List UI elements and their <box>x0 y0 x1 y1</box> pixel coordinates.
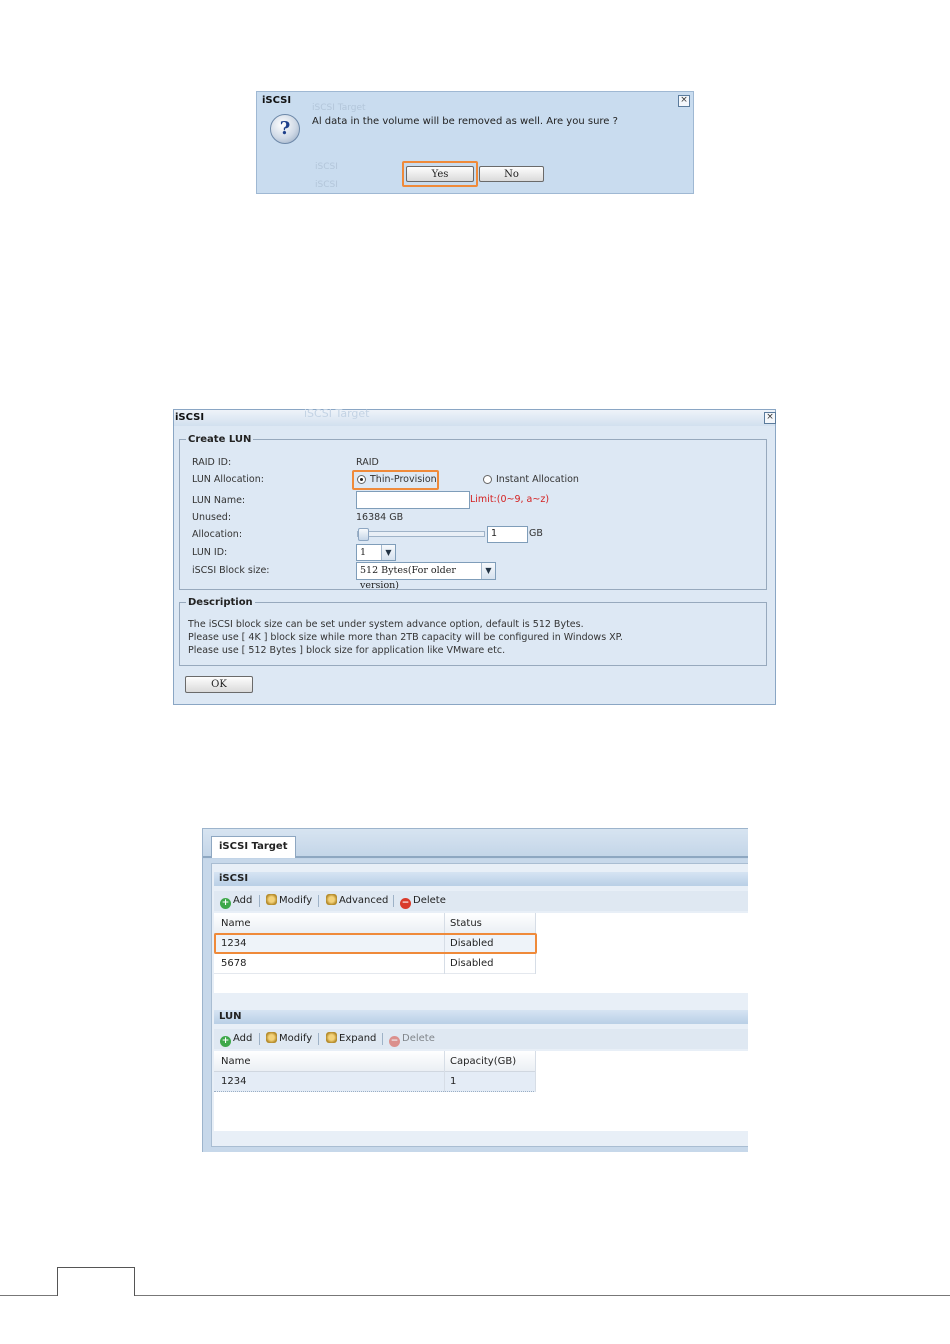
confirm-dialog <box>256 91 694 194</box>
delete-label: Delete <box>413 895 446 906</box>
lun-id-label: LUN ID: <box>192 547 228 558</box>
instant-allocation-label: Instant Allocation <box>496 474 579 485</box>
raid-id-value: RAID <box>356 457 379 468</box>
ok-button[interactable]: OK <box>185 676 253 693</box>
add-label: Add <box>233 1033 253 1044</box>
toolbar-separator <box>318 1033 319 1045</box>
lun-toolbar <box>214 1029 748 1049</box>
grid-header <box>214 1051 536 1072</box>
iscsi-target-panel <box>202 828 748 1152</box>
lun-name-hint: Limit:(0~9, a~z) <box>470 494 550 505</box>
unused-value: 16384 GB <box>356 512 404 523</box>
modify-label: Modify <box>279 895 313 906</box>
background-ghost-text: iSCSI <box>315 180 338 190</box>
modify-label: Modify <box>279 1033 313 1044</box>
section-title-lun: LUN <box>214 1010 748 1024</box>
add-icon: + <box>221 1036 230 1046</box>
section-title-iscsi: iSCSI <box>214 872 748 886</box>
gear-icon <box>326 1032 337 1043</box>
column-header-name[interactable]: Name <box>221 1056 251 1067</box>
allocation-label: Allocation: <box>192 529 243 540</box>
allocation-input[interactable]: 1 <box>487 526 528 543</box>
background-ghost-text: iSCSI Target <box>304 407 370 420</box>
toolbar-separator <box>393 895 394 907</box>
cell-capacity: 1 <box>450 1076 457 1087</box>
lun-grid <box>214 1051 748 1131</box>
gear-icon <box>266 1032 277 1043</box>
allocation-slider-thumb[interactable] <box>358 528 369 541</box>
description-line: Please use [ 4K ] block size while more than 2TB capacity will be configured in Windows XP. <box>188 632 623 643</box>
dialog-title-bar <box>174 410 775 426</box>
toolbar-separator <box>259 1033 260 1045</box>
modify-button[interactable] <box>266 894 312 908</box>
cell-status: Disabled <box>450 938 494 949</box>
raid-id-label: RAID ID: <box>192 457 232 468</box>
description-line: The iSCSI block size can be set under system advance option, default is 512 Bytes. <box>188 619 584 630</box>
tab-iscsi-target[interactable]: iSCSI Target <box>211 836 296 858</box>
lun-name-input[interactable] <box>356 491 470 509</box>
chevron-down-icon[interactable]: ▼ <box>481 563 495 579</box>
thin-provision-radio[interactable] <box>357 475 366 484</box>
background-ghost-text: iSCSI <box>315 162 338 172</box>
modify-button[interactable] <box>266 1032 312 1046</box>
column-header-capacity[interactable]: Capacity(GB) <box>450 1056 517 1067</box>
delete-icon: − <box>390 1036 399 1046</box>
no-button[interactable]: No <box>479 166 544 182</box>
add-button[interactable] <box>220 894 252 908</box>
table-row[interactable] <box>214 954 536 974</box>
column-header-status[interactable]: Status <box>450 918 482 929</box>
add-label: Add <box>233 895 253 906</box>
create-lun-dialog <box>173 409 776 705</box>
iscsi-grid <box>214 913 748 993</box>
cell-name: 1234 <box>221 1076 247 1087</box>
lun-allocation-label: LUN Allocation: <box>192 474 264 485</box>
dialog-title: iSCSI <box>175 412 205 423</box>
advanced-label: Advanced <box>339 895 389 906</box>
group-title: Description <box>188 597 253 608</box>
yes-button[interactable]: Yes <box>406 166 474 182</box>
block-size-label: iSCSI Block size: <box>192 565 270 576</box>
column-divider <box>535 1051 536 1092</box>
block-size-select[interactable] <box>356 562 496 591</box>
chevron-down-icon[interactable]: ▼ <box>381 545 395 560</box>
block-size-value: 512 Bytes(For older version) <box>360 565 456 591</box>
instant-allocation-radio[interactable] <box>483 475 492 484</box>
expand-button[interactable] <box>326 1032 376 1046</box>
cell-name: 1234 <box>221 938 247 949</box>
column-header-name[interactable]: Name <box>221 918 251 929</box>
footer-rule <box>0 1295 950 1296</box>
close-icon[interactable]: × <box>678 95 690 107</box>
background-ghost-text: iSCSI Target <box>312 103 366 113</box>
cell-name: 5678 <box>221 958 247 969</box>
delete-button[interactable] <box>389 1032 435 1046</box>
add-button[interactable] <box>220 1032 252 1046</box>
lun-name-label: LUN Name: <box>192 495 246 506</box>
advanced-button[interactable] <box>326 894 388 908</box>
gear-icon <box>326 894 337 905</box>
confirm-message: Al data in the volume will be removed as well. Are you sure ? <box>312 116 618 127</box>
question-icon: ? <box>270 114 300 144</box>
toolbar-separator <box>382 1033 383 1045</box>
group-title: Create LUN <box>188 434 252 445</box>
column-divider <box>444 1051 445 1092</box>
delete-button[interactable] <box>400 894 446 908</box>
allocation-unit: GB <box>529 528 543 539</box>
highlight-box <box>214 933 537 954</box>
allocation-slider-track[interactable] <box>357 531 485 537</box>
toolbar-separator <box>259 895 260 907</box>
expand-label: Expand <box>339 1033 377 1044</box>
iscsi-toolbar <box>214 891 748 911</box>
lun-id-value: 1 <box>360 547 367 558</box>
table-row[interactable] <box>214 1072 536 1092</box>
delete-label: Delete <box>402 1033 435 1044</box>
unused-label: Unused: <box>192 512 232 523</box>
gear-icon <box>266 894 277 905</box>
delete-icon: − <box>401 898 410 908</box>
toolbar-separator <box>318 895 319 907</box>
cell-status: Disabled <box>450 958 494 969</box>
dialog-title: iSCSI <box>262 95 292 106</box>
page-number-box <box>57 1267 135 1296</box>
grid-header <box>214 913 536 934</box>
description-line: Please use [ 512 Bytes ] block size for application like VMware etc. <box>188 645 506 656</box>
thin-provision-label: Thin-Provision <box>370 474 437 485</box>
lun-id-select[interactable] <box>356 544 396 561</box>
close-icon[interactable]: × <box>764 412 776 424</box>
add-icon: + <box>221 898 230 908</box>
